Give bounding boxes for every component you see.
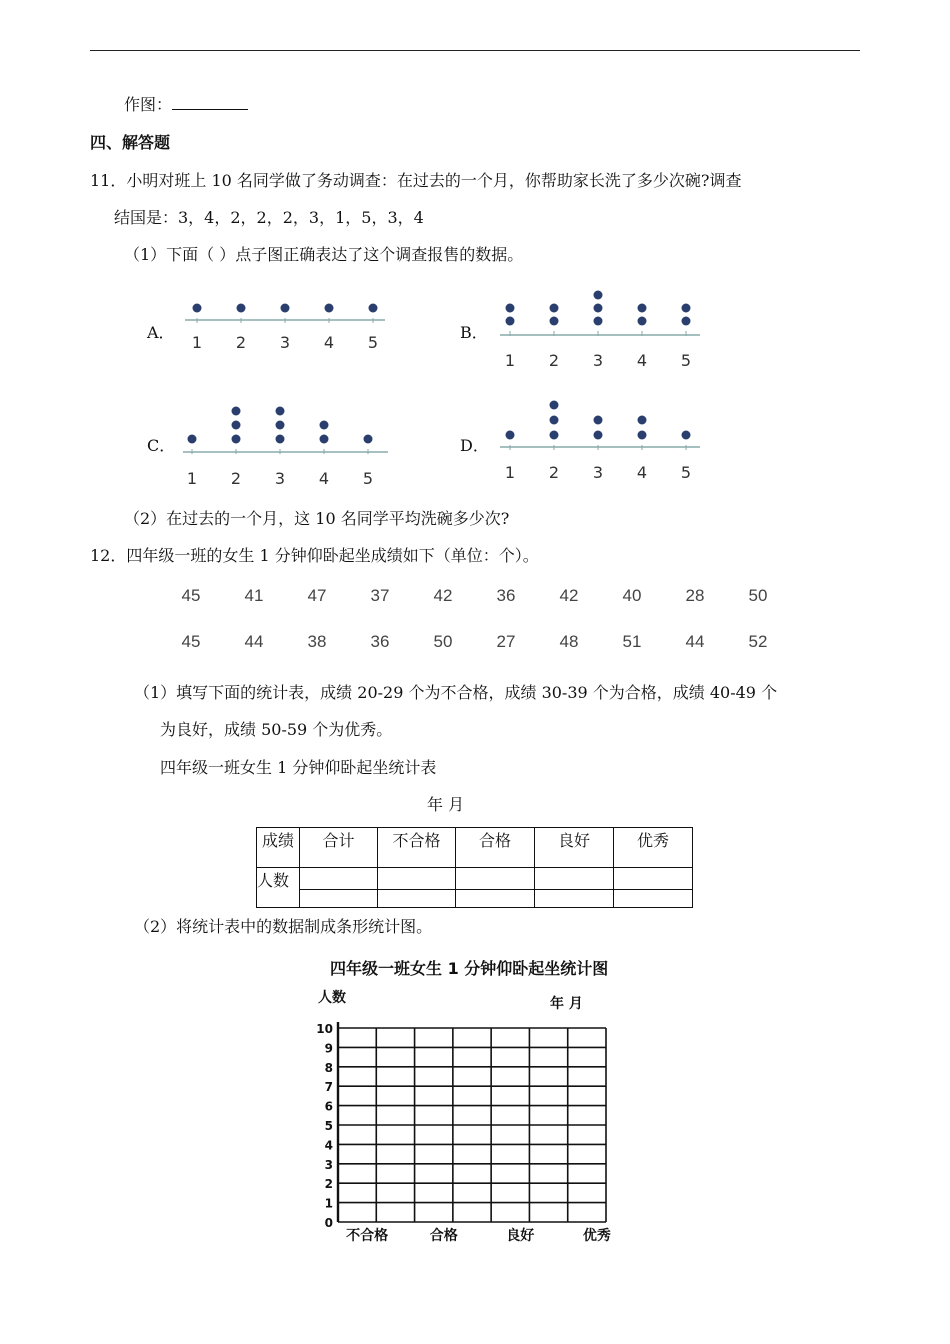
dot xyxy=(276,435,285,444)
score-value: 28 xyxy=(685,586,705,605)
table-answer-cell[interactable] xyxy=(456,868,535,908)
dot xyxy=(232,407,241,416)
score-value: 37 xyxy=(370,586,390,605)
table-header-cell: 优秀 xyxy=(614,828,693,868)
drawing-blank[interactable] xyxy=(172,95,248,110)
dot xyxy=(682,317,691,326)
y-tick-label: 4 xyxy=(324,1138,333,1153)
tick-label: 4 xyxy=(323,333,335,352)
table-date: 年 月 xyxy=(427,795,465,814)
dot xyxy=(232,421,241,430)
x-category-label: 优秀 xyxy=(582,1228,611,1244)
score-value: 27 xyxy=(496,632,516,651)
tick-label: 2 xyxy=(235,333,247,352)
stats-table xyxy=(256,827,693,908)
tick-label: 5 xyxy=(680,463,692,482)
dot-plot-b[interactable] xyxy=(495,280,705,375)
table-answer-cell[interactable] xyxy=(535,868,614,908)
score-value: 48 xyxy=(559,632,579,651)
table-header-cell: 成绩 xyxy=(257,828,300,868)
tick-label: 2 xyxy=(230,469,242,488)
dot xyxy=(638,416,647,425)
table-header-cell: 良好 xyxy=(535,828,614,868)
ticks-a xyxy=(192,333,378,352)
tick-label: 2 xyxy=(548,351,560,370)
score-value: 42 xyxy=(433,586,453,605)
y-tick-label: 8 xyxy=(324,1060,333,1075)
option-d-label[interactable]: D． xyxy=(460,436,489,455)
dots-b xyxy=(506,291,691,337)
dot xyxy=(550,431,559,440)
q12-sub1-line1: （1）填写下面的统计表，成绩 20-29 个为不合格，成绩 30-39 个为合格，成绩 40-49 个 xyxy=(134,683,778,702)
x-category-label: 良好 xyxy=(506,1228,535,1244)
dots-d xyxy=(506,401,691,451)
dot xyxy=(594,317,603,326)
dot xyxy=(594,416,603,425)
option-b-label[interactable]: B． xyxy=(460,323,488,342)
table-answer-cell[interactable] xyxy=(614,868,693,908)
dot xyxy=(237,304,246,313)
chart-date: 年 月 xyxy=(550,996,583,1012)
dot xyxy=(506,304,515,313)
score-value: 45 xyxy=(181,632,201,651)
table-answer-cell[interactable] xyxy=(300,868,378,908)
ticks-b xyxy=(505,351,691,370)
score-value: 36 xyxy=(370,632,390,651)
x-category-label: 不合格 xyxy=(346,1228,389,1244)
header-rule xyxy=(90,50,860,51)
dot xyxy=(594,291,603,300)
dot xyxy=(364,435,373,444)
chart-ylabel: 人数 xyxy=(318,990,346,1006)
y-tick-label: 0 xyxy=(324,1216,333,1230)
q12-sub1-line2: 为良好，成绩 50-59 个为优秀。 xyxy=(160,720,393,739)
table-answer-cell[interactable] xyxy=(378,868,456,908)
y-tick-label: 10 xyxy=(316,1022,333,1036)
tick-label: 5 xyxy=(362,469,374,488)
chart-title: 四年级一班女生 1 分钟仰卧起坐统计图 xyxy=(330,959,609,978)
dot xyxy=(320,421,329,430)
drawing-answer-line xyxy=(124,92,248,115)
score-value: 41 xyxy=(244,586,264,605)
dot xyxy=(550,416,559,425)
dot xyxy=(325,304,334,313)
y-tick-label: 3 xyxy=(324,1157,333,1172)
dot xyxy=(188,435,197,444)
dot xyxy=(550,317,559,326)
dot xyxy=(320,435,329,444)
blank-bar-chart[interactable] xyxy=(310,950,640,1250)
option-a-label[interactable]: A． xyxy=(147,323,175,342)
tick-label: 3 xyxy=(279,333,291,352)
tick-label: 4 xyxy=(636,463,648,482)
score-value: 50 xyxy=(748,586,768,605)
option-c-label[interactable]: C． xyxy=(147,436,176,455)
tick-label: 5 xyxy=(680,351,692,370)
drawing-label: 作图： xyxy=(124,95,173,114)
score-value: 51 xyxy=(622,632,642,651)
dot xyxy=(550,304,559,313)
q12-sub2: （2）将统计表中的数据制成条形统计图。 xyxy=(134,917,433,936)
tick-label: 1 xyxy=(186,469,198,488)
tick-label: 1 xyxy=(191,333,203,352)
dot xyxy=(682,431,691,440)
tick-label: 3 xyxy=(592,463,604,482)
tick-label: 2 xyxy=(548,463,560,482)
score-value: 44 xyxy=(685,632,705,651)
dot xyxy=(594,304,603,313)
dot xyxy=(506,317,515,326)
tick-label: 1 xyxy=(504,351,516,370)
q11-sub2: （2）在过去的一个月，这 10 名同学平均洗碗多少次? xyxy=(124,509,510,528)
dots-c xyxy=(188,407,373,455)
score-value: 40 xyxy=(622,586,642,605)
q11-sub1: （1）下面（ ）点子图正确表达了这个调查报售的数据。 xyxy=(124,245,524,264)
ticks-c xyxy=(187,469,373,488)
tick-label: 4 xyxy=(636,351,648,370)
dot xyxy=(276,407,285,416)
dot xyxy=(232,435,241,444)
tick-label: 5 xyxy=(367,333,379,352)
dot xyxy=(276,421,285,430)
q11-line2: 结国是：3，4，2，2，2，3，1，5，3，4 xyxy=(114,208,424,227)
table-header-cell: 合计 xyxy=(300,828,378,868)
dot xyxy=(506,431,515,440)
dot xyxy=(638,304,647,313)
score-value: 36 xyxy=(496,586,516,605)
dot xyxy=(638,317,647,326)
dot-plot-c[interactable] xyxy=(178,392,393,492)
tick-label: 4 xyxy=(318,469,330,488)
y-tick-label: 2 xyxy=(324,1177,333,1192)
chart-xcats xyxy=(346,1227,611,1244)
dot xyxy=(682,304,691,313)
score-value: 38 xyxy=(307,632,327,651)
tick-label: 1 xyxy=(504,463,516,482)
q11-line1: 11．小明对班上 10 名同学做了务动调查：在过去的一个月，你帮助家长洗了多少次碗?调查 xyxy=(90,171,742,190)
q12-line1: 12．四年级一班的女生 1 分钟仰卧起坐成绩如下（单位：个）。 xyxy=(90,546,539,565)
score-value: 44 xyxy=(244,632,264,651)
section-title: 四、解答题 xyxy=(90,133,171,152)
score-value: 50 xyxy=(433,632,453,651)
y-tick-label: 9 xyxy=(324,1041,333,1056)
chart-grid xyxy=(338,1022,606,1222)
score-value: 52 xyxy=(748,632,768,651)
dot-plot-a[interactable] xyxy=(180,288,390,358)
table-title: 四年级一班女生 1 分钟仰卧起坐统计表 xyxy=(160,758,437,777)
score-value: 45 xyxy=(181,586,201,605)
tick-label: 3 xyxy=(274,469,286,488)
tick-label: 3 xyxy=(592,351,604,370)
dot xyxy=(369,304,378,313)
dot-plot-d[interactable] xyxy=(495,390,705,485)
dot xyxy=(281,304,290,313)
x-category-label: 合格 xyxy=(429,1228,458,1244)
dot xyxy=(550,401,559,410)
y-tick-label: 1 xyxy=(324,1196,333,1211)
ticks-d xyxy=(505,463,691,482)
table-row-label: 人数 xyxy=(257,868,300,908)
table-header-cell: 合格 xyxy=(456,828,535,868)
chart-yticks xyxy=(316,1022,333,1230)
dot xyxy=(638,431,647,440)
dot xyxy=(193,304,202,313)
y-tick-label: 6 xyxy=(324,1099,333,1114)
y-tick-label: 7 xyxy=(324,1080,333,1095)
y-tick-label: 5 xyxy=(324,1119,333,1133)
score-value: 42 xyxy=(559,586,579,605)
table-header-cell: 不合格 xyxy=(378,828,456,868)
score-value: 47 xyxy=(307,586,327,605)
dot xyxy=(594,431,603,440)
